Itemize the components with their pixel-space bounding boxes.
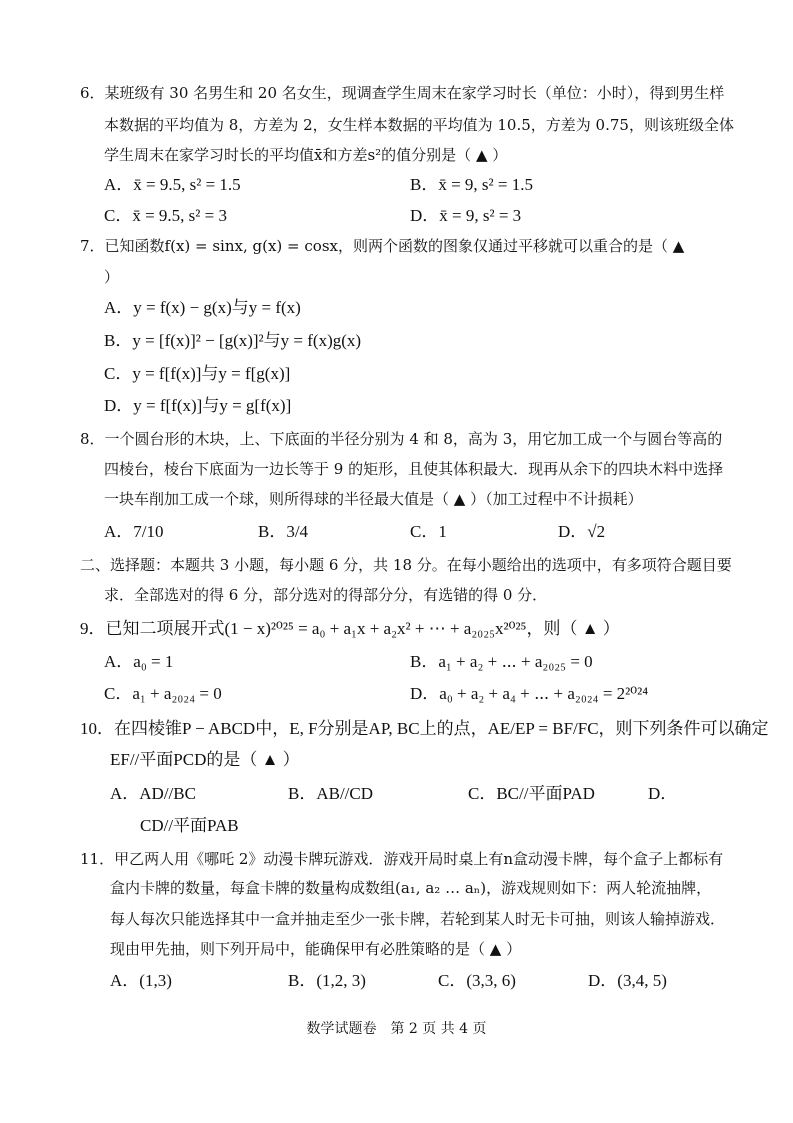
q9-option-a: A．a₀ = 1 (104, 652, 174, 671)
q11-stem-line4: 现由甲先抽，则下列开局中，能确保甲有必胜策略的是（ ▲ ） (110, 940, 522, 958)
q10-option-b: B．AB//CD (288, 784, 374, 803)
q8-stem-line3: 一块车削加工成一个球，则所得球的半径最大值是（ ▲ ）（加工过程中不计损耗） (104, 490, 643, 508)
q6-stem-line2: 本数据的平均值为 8，方差为 2，女生样本数据的平均值为 10.5，方差为 0.75，则该班级全体 (104, 116, 734, 134)
q7-option-a: A．y = f(x) − g(x)与y = f(x) (104, 298, 301, 317)
q6-option-b: B．x̄ = 9, s² = 1.5 (410, 175, 533, 194)
q11-stem-line1: 11．甲乙两人用《哪吒 2》动漫卡牌玩游戏．游戏开局时桌上有n盒动漫卡牌，每个盒子上都标有 (80, 850, 724, 868)
q11-stem-line2: 盒内卡牌的数量，每盒卡牌的数量构成数组(a₁, a₂ … aₙ)，游戏规则如下：两人轮流抽牌， (110, 879, 712, 897)
q10-stem-line2: EF//平面PCD的是（ ▲ ） (110, 750, 300, 769)
q10-stem-line1: 10．在四棱锥P − ABCD中，E, F分别是AP, BC上的点，AE/EP = BF/FC，则下列条件可以确定 (80, 719, 769, 738)
section2-heading-line1: 二、选择题：本题共 3 小题，每小题 6 分，共 18 分。在每小题给出的选项中，有多项符合题目要 (80, 556, 732, 574)
q11-stem-line3: 每人每次只能选择其中一盒并抽走至少一张卡牌，若轮到某人时无卡可抽，则该人输掉游戏． (110, 910, 726, 928)
q7-stem-line2: ） (104, 268, 120, 286)
q6-stem-line3: 学生周末在家学习时长的平均值x̄和方差s²的值分别是（ ▲ ） (104, 146, 508, 164)
q9-stem-line1: 9．已知二项展开式(1 − x)²⁰²⁵ = a₀ + a₁x + a₂x² + ⋯ + a₂₀₂₅x²⁰²⁵，则（ ▲ ） (80, 619, 620, 638)
page-footer: 数学试题卷 第 2 页 共 4 页 (306, 1021, 487, 1037)
q11-option-b: B．(1,2, 3) (288, 971, 366, 990)
q10-option-d-label: D． (648, 784, 678, 803)
q8-option-d: D．√2 (558, 522, 606, 541)
q6-stem-line1: 6．某班级有 30 名男生和 20 名女生，现调查学生周末在家学习时长（单位：小时），得到男生样 (80, 84, 725, 102)
q11-option-d: D．(3,4, 5) (588, 971, 667, 990)
q10-option-a: A．AD//BC (110, 784, 196, 803)
q7-option-c: C．y = f[f(x)]与y = f[g(x)] (104, 364, 291, 383)
q7-stem-line1: 7．已知函数f(x) = sinx, g(x) = cosx，则两个函数的图象仅通过平移就可以重合的是（ ▲ (80, 237, 685, 255)
q6-option-a: A．x̄ = 9.5, s² = 1.5 (104, 175, 241, 194)
q8-option-b: B．3/4 (258, 522, 309, 541)
q7-option-b: B．y = [f(x)]² − [g(x)]²与y = f(x)g(x) (104, 331, 362, 350)
section2-heading-line2: 求．全部选对的得 6 分，部分选对的得部分分，有选错的得 0 分． (104, 586, 548, 604)
q11-option-c: C．(3,3, 6) (438, 971, 516, 990)
q8-option-a: A．7/10 (104, 522, 164, 541)
q6-option-d: D．x̄ = 9, s² = 3 (410, 206, 522, 225)
q10-option-d: CD//平面PAB (140, 816, 239, 835)
q9-option-d: D．a₀ + a₂ + a₄ + ⋯ + a₂₀₂₄ = 2²⁰²⁴ (410, 684, 649, 703)
q8-stem-line1: 8．一个圆台形的木块，上、下底面的半径分别为 4 和 8，高为 3，用它加工成一个与圆台等高的 (80, 430, 723, 448)
q9-option-c: C．a₁ + a₂₀₂₄ = 0 (104, 684, 222, 703)
q6-option-c: C．x̄ = 9.5, s² = 3 (104, 206, 227, 225)
q7-option-d: D．y = f[f(x)]与y = g[f(x)] (104, 396, 292, 415)
q9-option-b: B．a₁ + a₂ + ⋯ + a₂₀₂₅ = 0 (410, 652, 593, 671)
q8-stem-line2: 四棱台，棱台下底面为一边长等于 9 的矩形，且使其体积最大．现再从余下的四块木料中选择 (104, 460, 724, 478)
q10-option-c: C．BC//平面PAD (468, 784, 595, 803)
q11-option-a: A．(1,3) (110, 971, 172, 990)
q8-option-c: C．1 (410, 522, 447, 541)
